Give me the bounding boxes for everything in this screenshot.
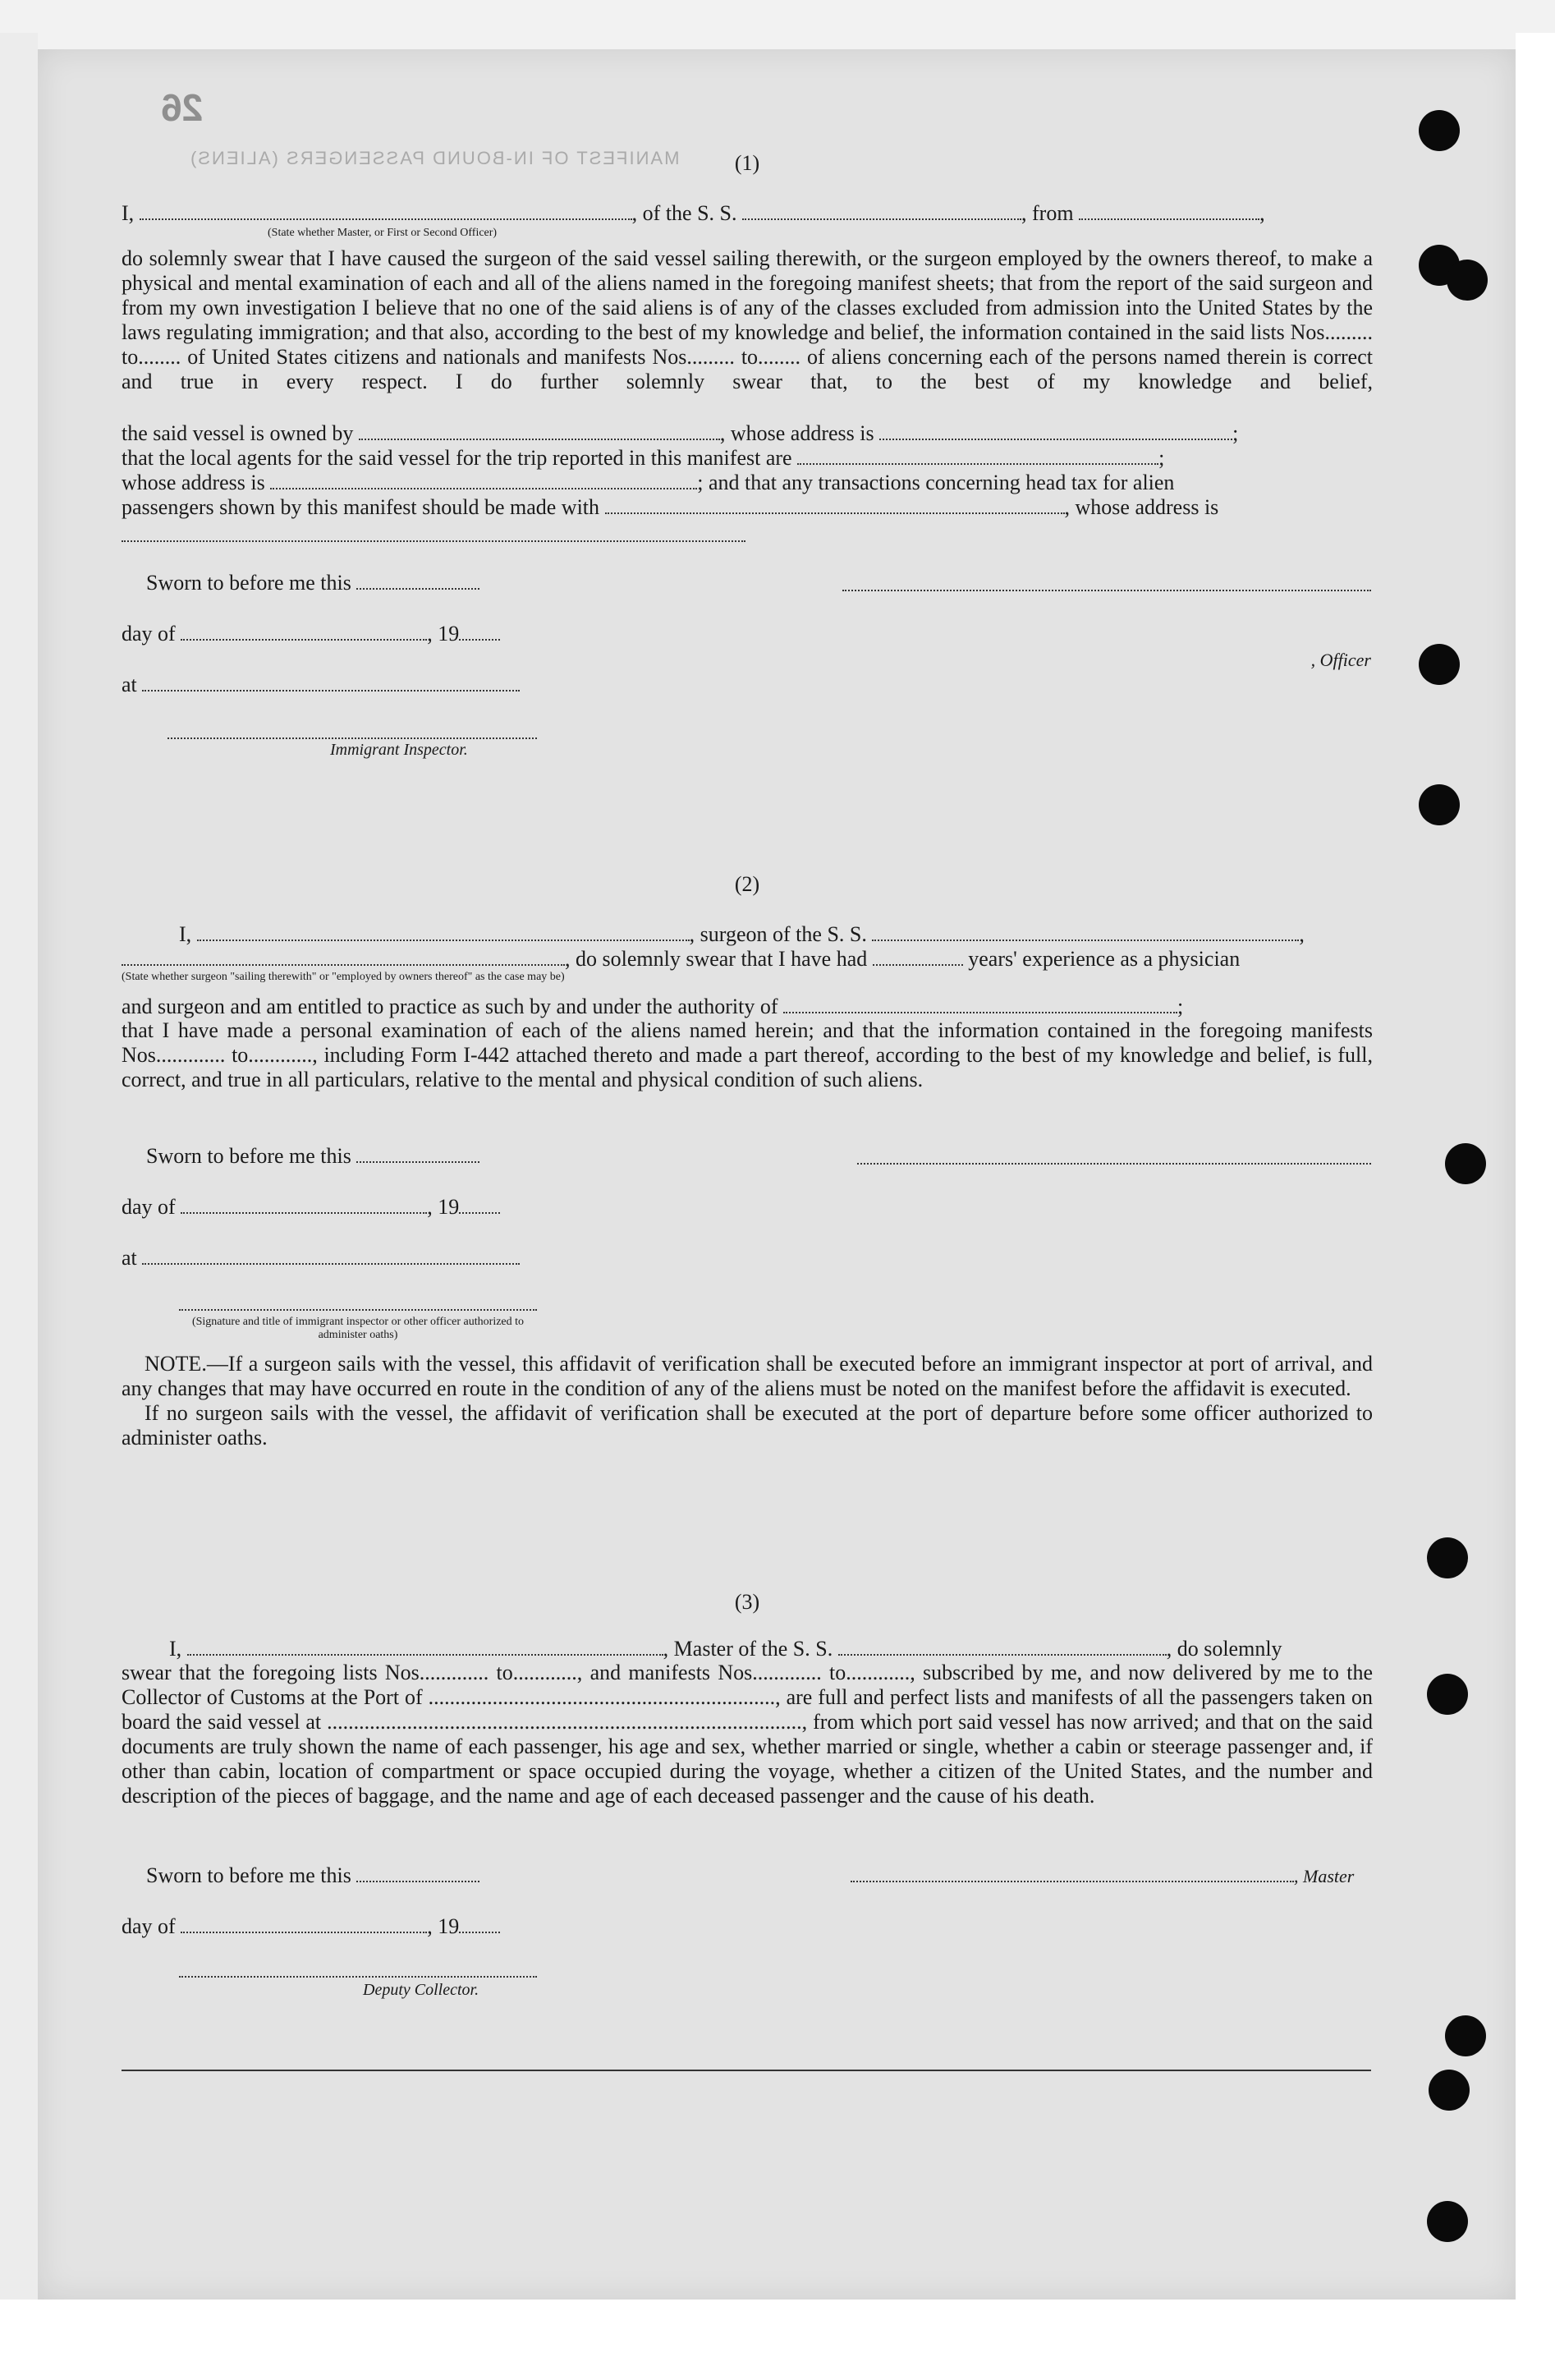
section-2-number: (2)	[734, 872, 760, 896]
vessel-name-field[interactable]	[742, 200, 1021, 220]
head-tax-line	[122, 494, 1373, 520]
head-tax-contact-field[interactable]	[605, 494, 1065, 514]
sworn-date-field[interactable]	[356, 1143, 479, 1163]
surgeon-vessel-field[interactable]	[872, 921, 1299, 941]
day-of-label: day of	[122, 1914, 176, 1938]
master-signature-field[interactable]	[851, 1863, 1294, 1882]
scan-right-margin	[1516, 33, 1555, 2316]
section-3-paragraph	[122, 1661, 1373, 1808]
day-of-label: day of	[122, 622, 176, 646]
section-1-sworn-line	[146, 570, 479, 595]
sworn-date-field[interactable]	[356, 570, 479, 590]
section-3-number: (3)	[734, 1590, 760, 1614]
section-1-at-line	[122, 672, 520, 697]
bleed-through-header: MANIFEST OF IN-BOUND PASSENGERS (ALIENS)	[189, 148, 680, 168]
year-prefix-label: , 19	[427, 1914, 460, 1938]
month-field[interactable]	[181, 1194, 427, 1214]
agents-address-line	[122, 470, 1373, 495]
sworn-label: Sworn to before me this	[146, 571, 351, 595]
year-field[interactable]	[459, 621, 500, 641]
note-text: —If a surgeon sails with the vessel, this affidavit of verification shall be executed before an immigrant inspector at port of arrival, and any changes that may have occurred en route in the condition of any of the aliens must be noted on the manifest before the affidavit is executed.	[122, 1352, 1373, 1400]
surgeon-of-ss-label: , surgeon of the S. S.	[689, 922, 867, 946]
scan-left-margin	[0, 33, 38, 2316]
from-label: , from	[1021, 201, 1074, 225]
officer-name-field[interactable]	[140, 200, 632, 220]
do-solemnly-label: , do solemnly	[1166, 1637, 1282, 1661]
whose-address-label-2: , whose address is	[1064, 495, 1219, 519]
practice-authority-line: and surgeon and am entitled to practice as such by and under the authority of ;	[122, 995, 1184, 1018]
punch-hole-icon	[1447, 260, 1488, 301]
section-1-line-1: I, , of the S. S. , from ,	[122, 201, 1265, 225]
local-agents-line: that the local agents for the said vessel for the trip reported in this manifest are ;	[122, 446, 1165, 470]
page-number-stamp: 26	[161, 86, 204, 129]
place-field[interactable]	[142, 1245, 520, 1265]
local-agents-label: that the local agents for the said vessel for the trip reported in this manifest are	[122, 446, 792, 470]
punch-hole-icon	[1427, 2201, 1468, 2242]
section-2-at-line	[122, 1245, 520, 1270]
note-second-paragraph: If no surgeon sails with the vessel, the affidavit of verification shall be executed at the port of departure before some officer authorized to administer oaths.	[122, 1401, 1373, 1450]
note-label: NOTE.	[144, 1352, 207, 1376]
collector-title: Deputy Collector.	[363, 1981, 479, 1999]
agents-address-field[interactable]	[270, 470, 697, 489]
practice-label: and surgeon and am entitled to practice as such by and under the authority of	[122, 995, 778, 1018]
officer-type-note: (State whether Master, or First or Second Officer)	[268, 227, 498, 239]
officer-signature-line	[842, 647, 1371, 672]
inspector-title: Immigrant Inspector.	[330, 741, 468, 759]
place-field[interactable]	[142, 672, 520, 691]
inspector-signature-field[interactable]	[179, 1307, 537, 1311]
month-field[interactable]	[181, 1914, 427, 1933]
punch-hole-icon	[1419, 644, 1460, 685]
section-1-day-line	[122, 621, 500, 646]
owned-by-label: the said vessel is owned by	[122, 421, 354, 445]
section-2-line-2	[122, 946, 1373, 972]
section-3-line-1	[169, 1636, 1373, 1661]
section-2-sworn-line	[146, 1143, 479, 1169]
pronoun-i: I,	[122, 201, 135, 225]
head-tax-address-field[interactable]	[122, 539, 745, 542]
surgeon-status-field[interactable]	[122, 946, 565, 966]
sworn-label: Sworn to before me this	[146, 1144, 351, 1168]
local-agents-field[interactable]	[797, 445, 1158, 465]
punch-hole-icon	[1419, 784, 1460, 825]
authority-field[interactable]	[783, 994, 1177, 1013]
month-field[interactable]	[181, 621, 427, 641]
inspector-signature-field[interactable]	[167, 736, 537, 739]
day-of-label: day of	[122, 1195, 176, 1219]
surgeon-status-note: (State whether surgeon "sailing therewith" or "employed by owners thereof" as the case may be)	[122, 971, 565, 983]
section-2-oath-text: that I have made a personal examination of each of the aliens named herein; and that the information contained in the foregoing manifests Nos............. to............, including Form I-442 attached thereto and made a part thereof, according to the best of my knowledge and belief, is full, correct, and true in all particulars, relative to the mental and physical condition of such aliens.	[122, 1018, 1373, 1091]
sworn-label: Sworn to before me this	[146, 1863, 351, 1887]
pronoun-i: I,	[169, 1637, 182, 1661]
scan-bottom-margin	[0, 2300, 1555, 2380]
section-1-oath-text: do solemnly swear that I have caused the surgeon of the said vessel sailing therewith, or the surgeon employed by the owners thereof, to make a physical and mental examination of each and all of the aliens named in the foregoing manifest sheets; that from the report of the said surgeon and from my own investigation I believe that no one of the said aliens is of any of the classes excluded from admission into the United States by the laws regulating immigration; and that also, according to the best of my knowledge and belief, the information contained in the said lists Nos......... to........ of United States citizens and nationals and manifests Nos......... to........ of aliens concerning each of the persons named therein is correct and true in every respect. I do further solemnly swear that, to the best of my knowledge and belief,	[122, 246, 1373, 393]
surgeon-signature-field[interactable]	[857, 1161, 1371, 1165]
master-of-ss-label: , Master of the S. S.	[663, 1637, 833, 1661]
of-the-ss-label: , of the S. S.	[631, 201, 737, 225]
punch-hole-icon	[1445, 2015, 1486, 2056]
bottom-divider	[122, 2070, 1371, 2071]
years-experience-field[interactable]	[873, 946, 963, 966]
sworn-date-field[interactable]	[356, 1863, 479, 1882]
officer-label: , Officer	[1310, 650, 1371, 670]
whose-address-label: , whose address is	[719, 421, 874, 445]
section-1-number: (1)	[734, 151, 760, 175]
punch-hole-icon	[1445, 1143, 1486, 1184]
year-prefix-label: , 19	[427, 1195, 460, 1219]
at-label: at	[122, 1246, 137, 1270]
passengers-made-with-label: passengers shown by this manifest should be made with	[122, 495, 600, 519]
section-2-line-1: I, , surgeon of the S. S. ,	[179, 922, 1305, 946]
section-3-day-line	[122, 1914, 500, 1939]
section-2-paragraph	[122, 1018, 1373, 1092]
punch-hole-icon	[1427, 1537, 1468, 1578]
section-2-day-line	[122, 1194, 500, 1220]
section-3-sworn-line	[146, 1863, 479, 1888]
section-1-paragraph	[122, 246, 1373, 394]
owned-by-line: the said vessel is owned by , whose address is ;	[122, 421, 1239, 445]
master-vessel-field[interactable]	[838, 1636, 1167, 1656]
master-signature-line	[851, 1863, 1371, 1888]
master-name-field[interactable]	[187, 1636, 663, 1656]
pronoun-i: I,	[179, 922, 192, 946]
officer-signature-field[interactable]	[842, 588, 1371, 591]
year-field[interactable]	[459, 1914, 500, 1933]
at-label: at	[122, 673, 137, 696]
punch-hole-icon	[1419, 110, 1460, 151]
swear-had-label: , do solemnly swear that I have had	[565, 947, 868, 971]
surgeon-note	[122, 1352, 1373, 1450]
collector-signature-field[interactable]	[179, 1974, 537, 1978]
punch-hole-icon	[1429, 2070, 1470, 2111]
year-prefix-label: , 19	[427, 622, 460, 646]
owner-address-field[interactable]	[879, 420, 1232, 440]
head-tax-label: ; and that any transactions concerning head tax for alien	[697, 471, 1175, 494]
surgeon-name-field[interactable]	[197, 921, 690, 941]
departure-port-field[interactable]	[1079, 200, 1259, 220]
master-label: , Master	[1294, 1866, 1355, 1886]
scan-top-margin	[0, 0, 1555, 49]
years-experience-label: years' experience as a physician	[968, 947, 1241, 971]
owner-field[interactable]	[359, 420, 720, 440]
punch-hole-icon	[1427, 1674, 1468, 1715]
year-field[interactable]	[459, 1194, 500, 1214]
whose-address-is-label: whose address is	[122, 471, 265, 494]
section-3-oath-text: swear that the foregoing lists Nos............. to............, and manifests Nos............. to............, subscribed by me, and now delivered by me to the Collector of Customs at the Port of ................................................................., are full and perfect lists and manifests of all the passengers taken on board the said vessel at ........................................................................................., from which port said vessel has now arrived; and that on the said documents are truly shown the name of each passenger, his age and sex, whether married or single, whether a cabin or steerage passenger and, if other than cabin, location of compartment or space occupied during the voyage, whether a citizen of the United States, and the number and description of the pieces of baggage, and the name and age of each deceased passenger and the cause of his death.	[122, 1661, 1373, 1808]
signature-title-note: (Signature and title of immigrant inspector or other officer authorized to administer oaths)	[191, 1316, 525, 1341]
